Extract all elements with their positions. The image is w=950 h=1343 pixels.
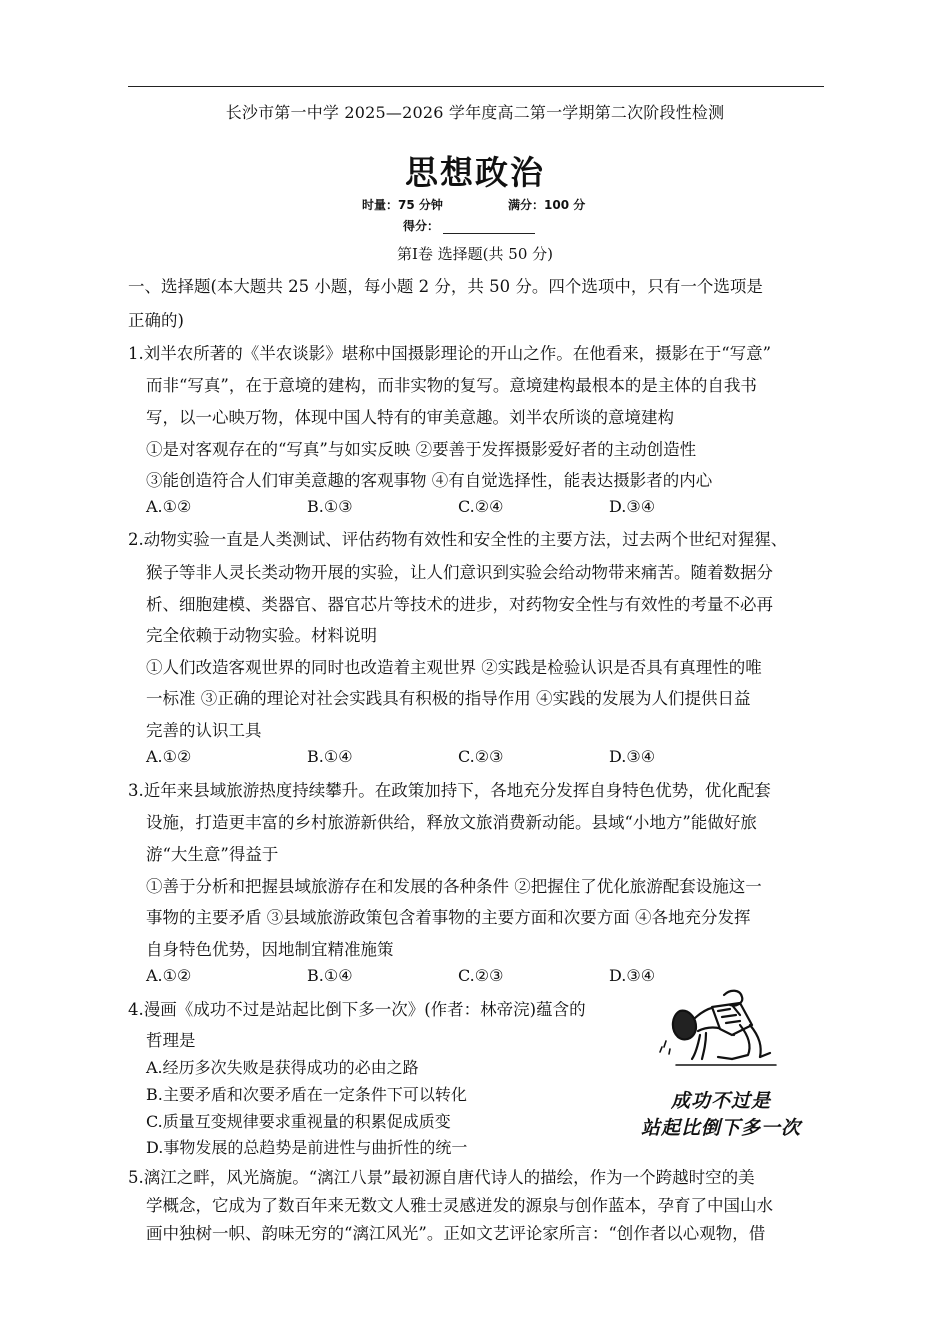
- q2-statement-line: 一标准 ③正确的理论对社会实践具有积极的指导作用 ④实践的发展为人们提供日益: [146, 689, 751, 708]
- q4-stem-line: 哲理是: [146, 1031, 196, 1050]
- q3-stem-line: 游“大生意”得益于: [146, 845, 279, 864]
- q2-option-c: C.②③: [458, 747, 504, 766]
- q1-stem-line: 1.刘半农所著的《半农谈影》堪称中国摄影理论的开山之作。在他看来，摄影在于“写意”: [128, 344, 772, 363]
- q5-stem-line: 画中独树一帜、韵味无穷的“漓江风光”。正如文艺评论家所言：“创作者以心观物，借: [146, 1224, 766, 1243]
- q3-stem-line: 设施，打造更丰富的乡村旅游新供给，释放文旅消费新动能。县域“小地方”能做好旅: [146, 813, 757, 832]
- q2-stem-line: 完全依赖于动物实验。材料说明: [146, 626, 377, 645]
- q4-option-a: A.经历多次失败是获得成功的必由之路: [146, 1058, 419, 1077]
- q2-stem-line: 析、细胞建模、类器官、器官芯片等技术的进步，对药物安全性与有效性的考量不必再: [146, 595, 773, 614]
- q1-option-a: A.①②: [146, 497, 192, 516]
- q2-stem-line: 2.动物实验一直是人类测试、评估药物有效性和安全性的主要方法，过去两个世纪对猩猩、: [128, 530, 788, 549]
- exam-header-line: 长沙市第一中学 2025—2026 学年度高二第一学期第二次阶段性检测: [225, 103, 725, 122]
- q4-option-d: D.事物发展的总趋势是前进性与曲折性的统一: [146, 1138, 468, 1157]
- cartoon-caption-line1: 成功不过是: [670, 1090, 771, 1112]
- q3-option-a: A.①②: [146, 966, 192, 985]
- q4-stem-line: 4.漫画《成功不过是站起比倒下多一次》(作者：林帝浣)蕴含的: [128, 1000, 586, 1019]
- q2-stem-line: 猴子等非人灵长类动物开展的实验，让人们意识到实验会给动物带来痛苦。随着数据分: [146, 563, 773, 582]
- kneeling-figure-illustration: [636, 985, 806, 1085]
- q5-stem-line: 学概念，它成为了数百年来无数文人雅士灵感迸发的源泉与创作蓝本，孕育了中国山水: [146, 1196, 773, 1215]
- q5-stem-line: 5.漓江之畔，风光旖旎。“漓江八景”最初源自唐代诗人的描绘，作为一个跨越时空的美: [128, 1168, 755, 1187]
- section-heading-cont: 正确的): [128, 311, 184, 330]
- q3-option-b: B.①④: [307, 966, 353, 985]
- q1-option-c: C.②④: [458, 497, 504, 516]
- q2-statement-line: ①人们改造客观世界的同时也改造着主观世界 ②实践是检验认识是否具有真理性的唯: [146, 658, 762, 677]
- score-field: [403, 217, 535, 234]
- top-rule: [128, 86, 824, 87]
- q2-option-a: A.①②: [146, 747, 192, 766]
- q3-option-d: D.③④: [609, 966, 656, 985]
- q2-statement-line: 完善的认识工具: [146, 721, 262, 740]
- section-heading: 一、选择题(本大题共 25 小题，每小题 2 分，共 50 分。四个选项中，只有一个选项是: [128, 277, 763, 296]
- score-label: 得分：: [403, 219, 440, 233]
- full-score: 满分：100 分: [508, 198, 586, 212]
- q1-option-d: D.③④: [609, 497, 656, 516]
- q1-stem-line: 而非“写真”，在于意境的建构，而非实物的复写。意境建构最根本的是主体的自我书: [146, 376, 757, 395]
- q2-option-b: B.①④: [307, 747, 353, 766]
- q1-option-b: B.①③: [307, 497, 353, 516]
- q3-option-c: C.②③: [458, 966, 504, 985]
- q1-statement-line: ③能创造符合人们审美意趣的客观事物 ④有自觉选择性，能表达摄影者的内心: [146, 471, 713, 490]
- score-blank: [443, 221, 535, 234]
- q3-stem-line: 3.近年来县域旅游热度持续攀升。在政策加持下，各地充分发挥自身特色优势，优化配套: [128, 781, 771, 800]
- q3-statement-line: 事物的主要矛盾 ③县域旅游政策包含着事物的主要方面和次要方面 ④各地充分发挥: [146, 908, 751, 927]
- cartoon-image: [636, 985, 806, 1145]
- part1-title: 第Ⅰ卷 选择题(共 50 分): [396, 245, 554, 263]
- subject-title: 思想政治: [405, 153, 545, 192]
- q1-stem-line: 写，以一心映万物，体现中国人特有的审美意趣。刘半农所谈的意境建构: [146, 408, 674, 427]
- q3-statement-line: 自身特色优势，因地制宜精准施策: [146, 940, 394, 959]
- cartoon-caption-line2: 站起比倒下多一次: [640, 1117, 801, 1139]
- q3-statement-line: ①善于分析和把握县域旅游存在和发展的各种条件 ②把握住了优化旅游配套设施这一: [146, 877, 762, 896]
- exam-time: 时量：75 分钟: [362, 198, 443, 212]
- q4-option-c: C.质量互变规律要求重视量的积累促成质变: [146, 1112, 451, 1131]
- q1-statement-line: ①是对客观存在的“写真”与如实反映 ②要善于发挥摄影爱好者的主动创造性: [146, 440, 697, 459]
- q2-option-d: D.③④: [609, 747, 656, 766]
- q4-option-b: B.主要矛盾和次要矛盾在一定条件下可以转化: [146, 1085, 467, 1104]
